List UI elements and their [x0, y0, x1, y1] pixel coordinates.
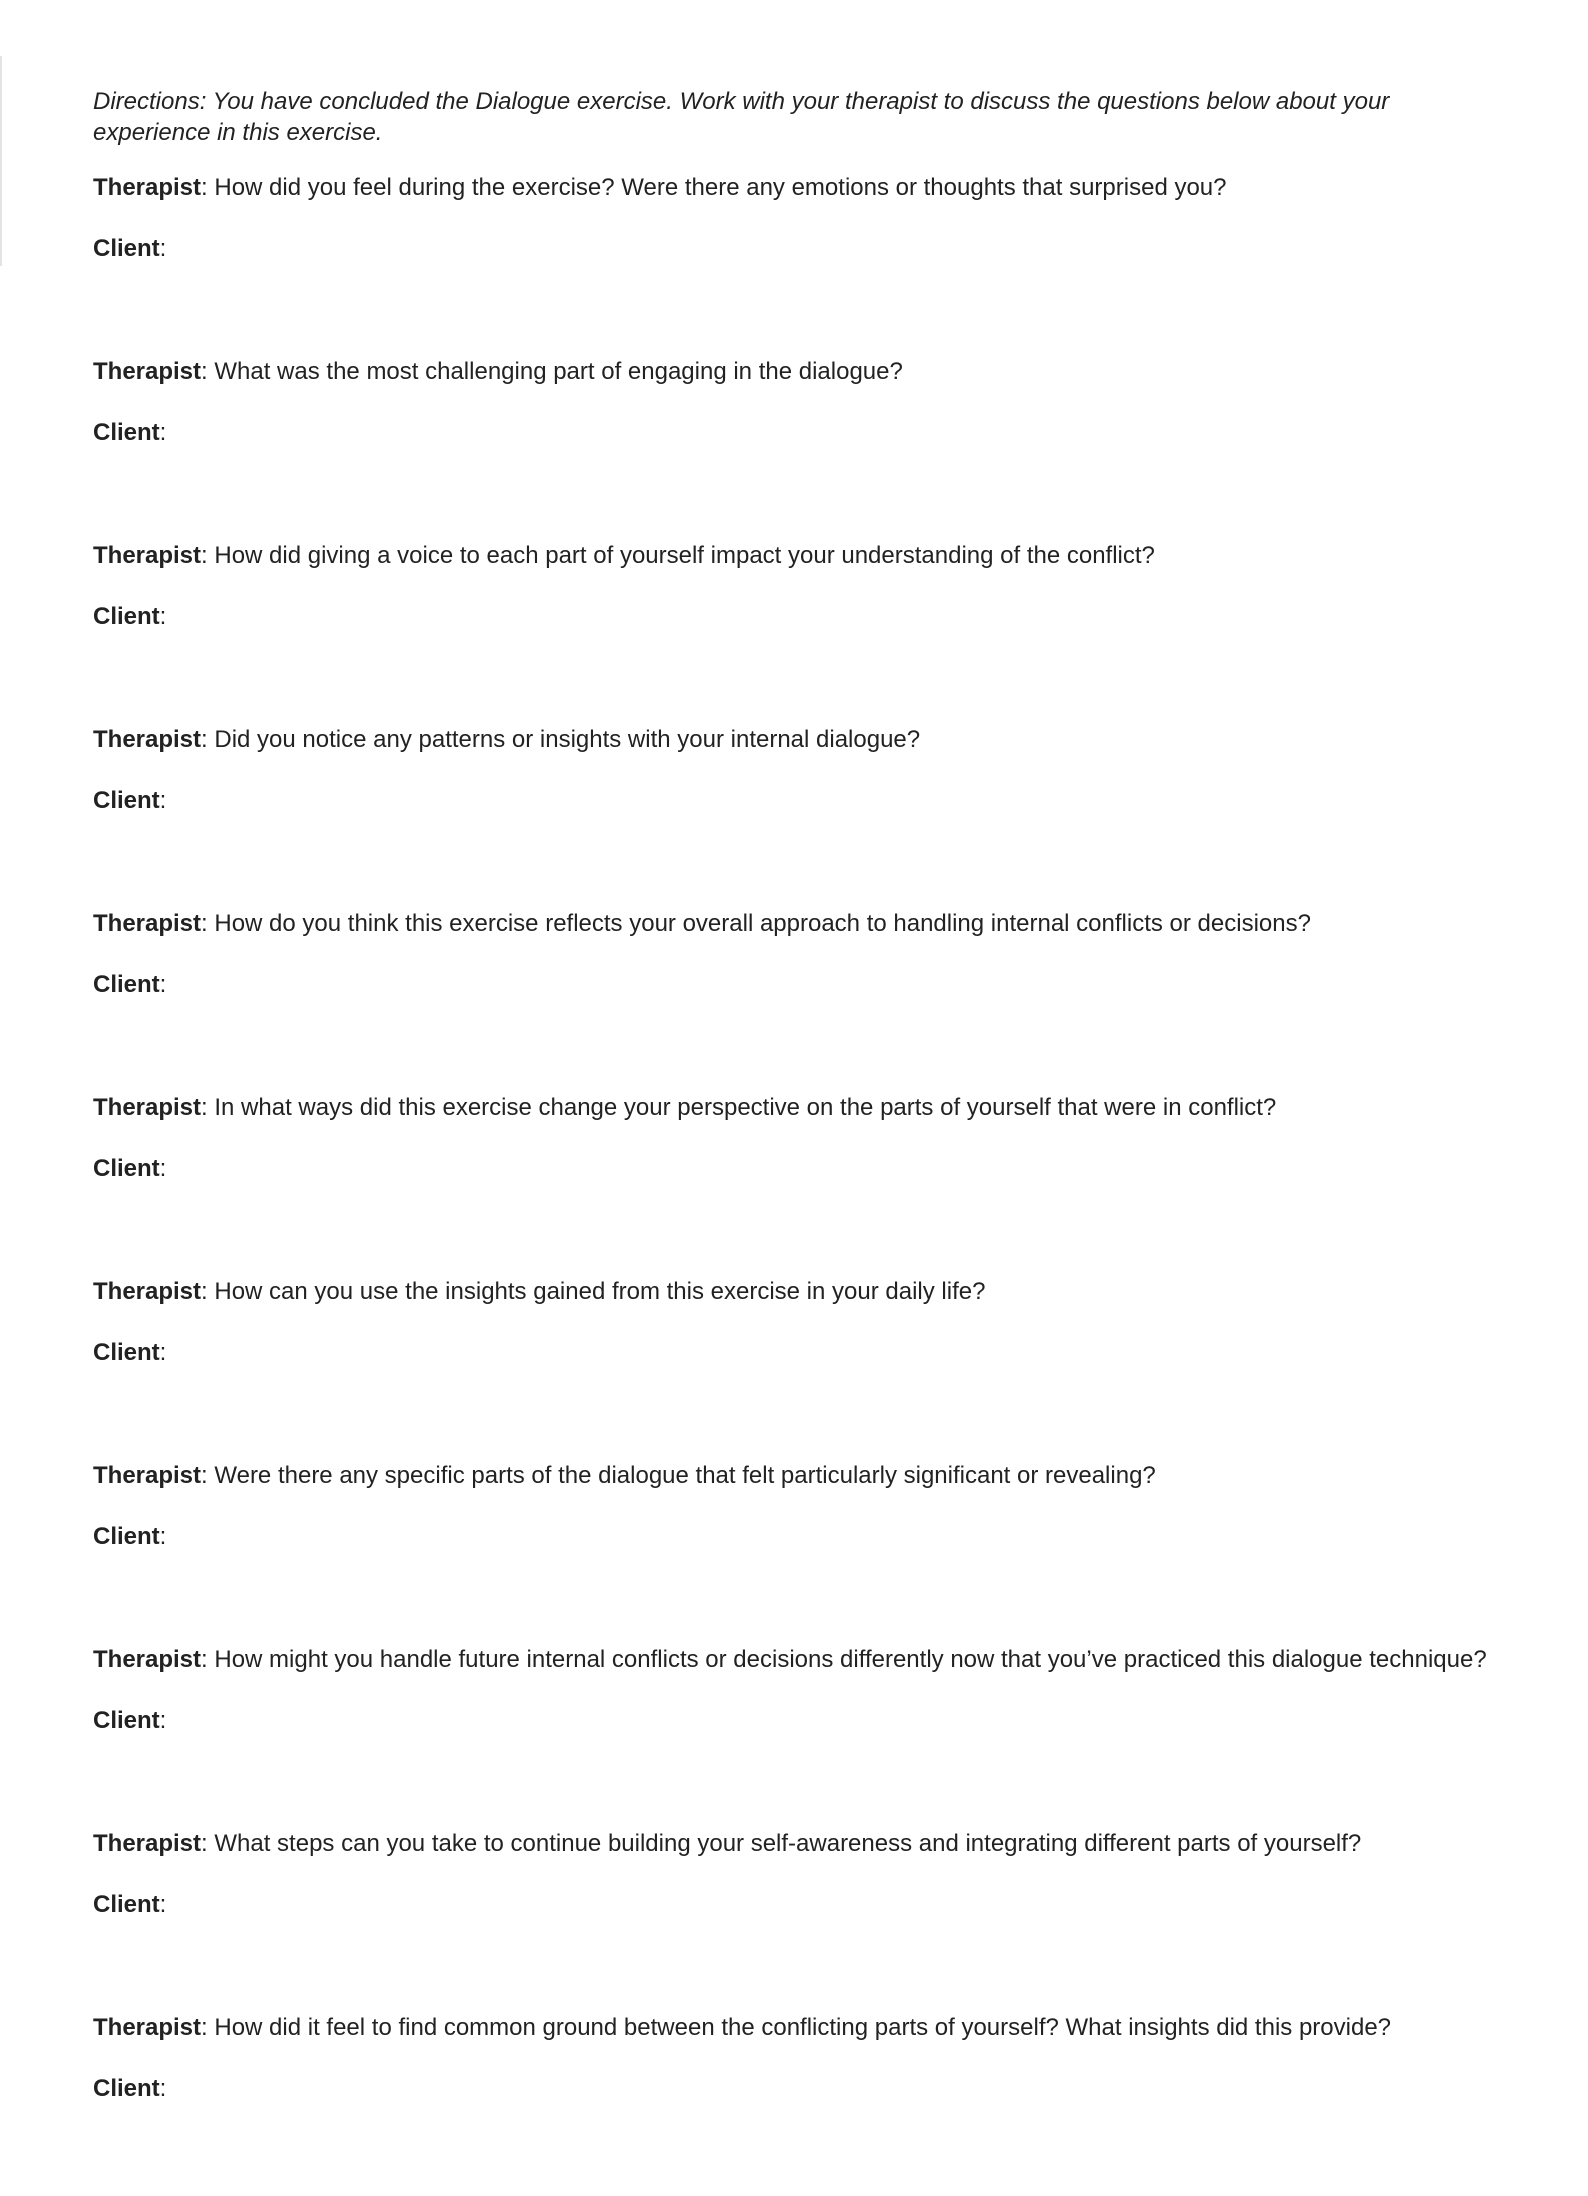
client-response	[93, 233, 1513, 264]
question-text: How did giving a voice to each part of yourself impact your understanding of the conflict?	[214, 542, 1155, 569]
label-colon: :	[159, 235, 167, 262]
label-colon: :	[159, 971, 167, 998]
question-text: What steps can you take to continue building your self-awareness and integrating different parts of yourself?	[214, 1830, 1362, 1857]
directions-text: You have concluded the Dialogue exercise. Work with your therapist to discuss the questions below about your experience in this exercise.	[93, 88, 1390, 146]
client-label: Client	[93, 1707, 160, 1734]
therapist-question	[93, 2012, 1513, 2043]
qa-pair	[93, 1828, 1513, 1920]
qa-pair	[93, 2012, 1513, 2104]
qa-pair	[93, 724, 1513, 816]
question-text: Were there any specific parts of the dialogue that felt particularly significant or revealing?	[214, 1462, 1156, 1489]
label-colon: :	[201, 542, 215, 569]
client-label: Client	[93, 1339, 160, 1366]
qa-pair	[93, 1644, 1513, 1736]
question-text: How did you feel during the exercise? Were there any emotions or thoughts that surprised you?	[214, 174, 1227, 201]
question-text: Did you notice any patterns or insights with your internal dialogue?	[214, 726, 921, 753]
qa-pair	[93, 172, 1513, 264]
label-colon: :	[159, 2075, 167, 2102]
client-label: Client	[93, 787, 160, 814]
label-colon: :	[159, 1523, 167, 1550]
therapist-question	[93, 1092, 1513, 1123]
client-response	[93, 1705, 1513, 1736]
therapist-question	[93, 1644, 1513, 1675]
label-colon: :	[201, 1278, 215, 1305]
label-colon: :	[201, 358, 215, 385]
therapist-label: Therapist	[93, 1646, 202, 1673]
qa-pair	[93, 540, 1513, 632]
therapist-question	[93, 1460, 1513, 1491]
therapist-label: Therapist	[93, 1462, 202, 1489]
label-colon: :	[201, 174, 215, 201]
therapist-label: Therapist	[93, 726, 202, 753]
therapist-label: Therapist	[93, 358, 202, 385]
qa-pair	[93, 1092, 1513, 1184]
therapist-question	[93, 908, 1513, 939]
therapist-label: Therapist	[93, 174, 202, 201]
question-text: What was the most challenging part of engaging in the dialogue?	[214, 358, 903, 385]
therapist-question	[93, 540, 1513, 571]
therapist-label: Therapist	[93, 1830, 202, 1857]
client-label: Client	[93, 1155, 160, 1182]
client-label: Client	[93, 1891, 160, 1918]
label-colon: :	[159, 603, 167, 630]
label-colon: :	[159, 419, 167, 446]
therapist-label: Therapist	[93, 542, 202, 569]
worksheet-content	[93, 86, 1513, 2196]
therapist-label: Therapist	[93, 2014, 202, 2041]
qa-pair	[93, 356, 1513, 448]
qa-pair	[93, 908, 1513, 1000]
label-colon: :	[201, 1830, 215, 1857]
label-colon: :	[201, 2014, 215, 2041]
question-text: How might you handle future internal conflicts or decisions differently now that you’ve practiced this dialogue technique?	[214, 1646, 1487, 1673]
client-response	[93, 601, 1513, 632]
client-response	[93, 1521, 1513, 1552]
client-response	[93, 1889, 1513, 1920]
client-label: Client	[93, 2075, 160, 2102]
client-response	[93, 785, 1513, 816]
label-colon: :	[159, 1339, 167, 1366]
client-response	[93, 2073, 1513, 2104]
label-colon: :	[201, 726, 215, 753]
question-text: How do you think this exercise reflects your overall approach to handling internal conflicts or decisions?	[214, 910, 1311, 937]
label-colon: :	[159, 1891, 167, 1918]
therapist-question	[93, 1276, 1513, 1307]
client-response	[93, 417, 1513, 448]
therapist-question	[93, 356, 1513, 387]
directions	[93, 86, 1513, 148]
therapist-label: Therapist	[93, 1094, 202, 1121]
label-colon: :	[201, 1646, 215, 1673]
question-text: How did it feel to find common ground between the conflicting parts of yourself? What insights did this provide?	[214, 2014, 1392, 2041]
therapist-question	[93, 1828, 1513, 1859]
therapist-label: Therapist	[93, 910, 202, 937]
question-text: How can you use the insights gained from this exercise in your daily life?	[214, 1278, 986, 1305]
client-response	[93, 1337, 1513, 1368]
therapist-question	[93, 172, 1513, 203]
margin-rule	[0, 56, 2, 266]
therapist-question	[93, 724, 1513, 755]
question-list	[93, 172, 1513, 2104]
client-label: Client	[93, 603, 160, 630]
label-colon: :	[159, 1707, 167, 1734]
question-text: In what ways did this exercise change your perspective on the parts of yourself that were in conflict?	[214, 1094, 1277, 1121]
therapist-label: Therapist	[93, 1278, 202, 1305]
label-colon: :	[159, 1155, 167, 1182]
qa-pair	[93, 1276, 1513, 1368]
client-label: Client	[93, 1523, 160, 1550]
label-colon: :	[159, 787, 167, 814]
client-response	[93, 969, 1513, 1000]
client-label: Client	[93, 971, 160, 998]
label-colon: :	[201, 1094, 215, 1121]
client-label: Client	[93, 419, 160, 446]
client-label: Client	[93, 235, 160, 262]
label-colon: :	[201, 910, 215, 937]
label-colon: :	[201, 1462, 215, 1489]
directions-prefix: Directions:	[93, 88, 207, 115]
client-response	[93, 1153, 1513, 1184]
qa-pair	[93, 1460, 1513, 1552]
